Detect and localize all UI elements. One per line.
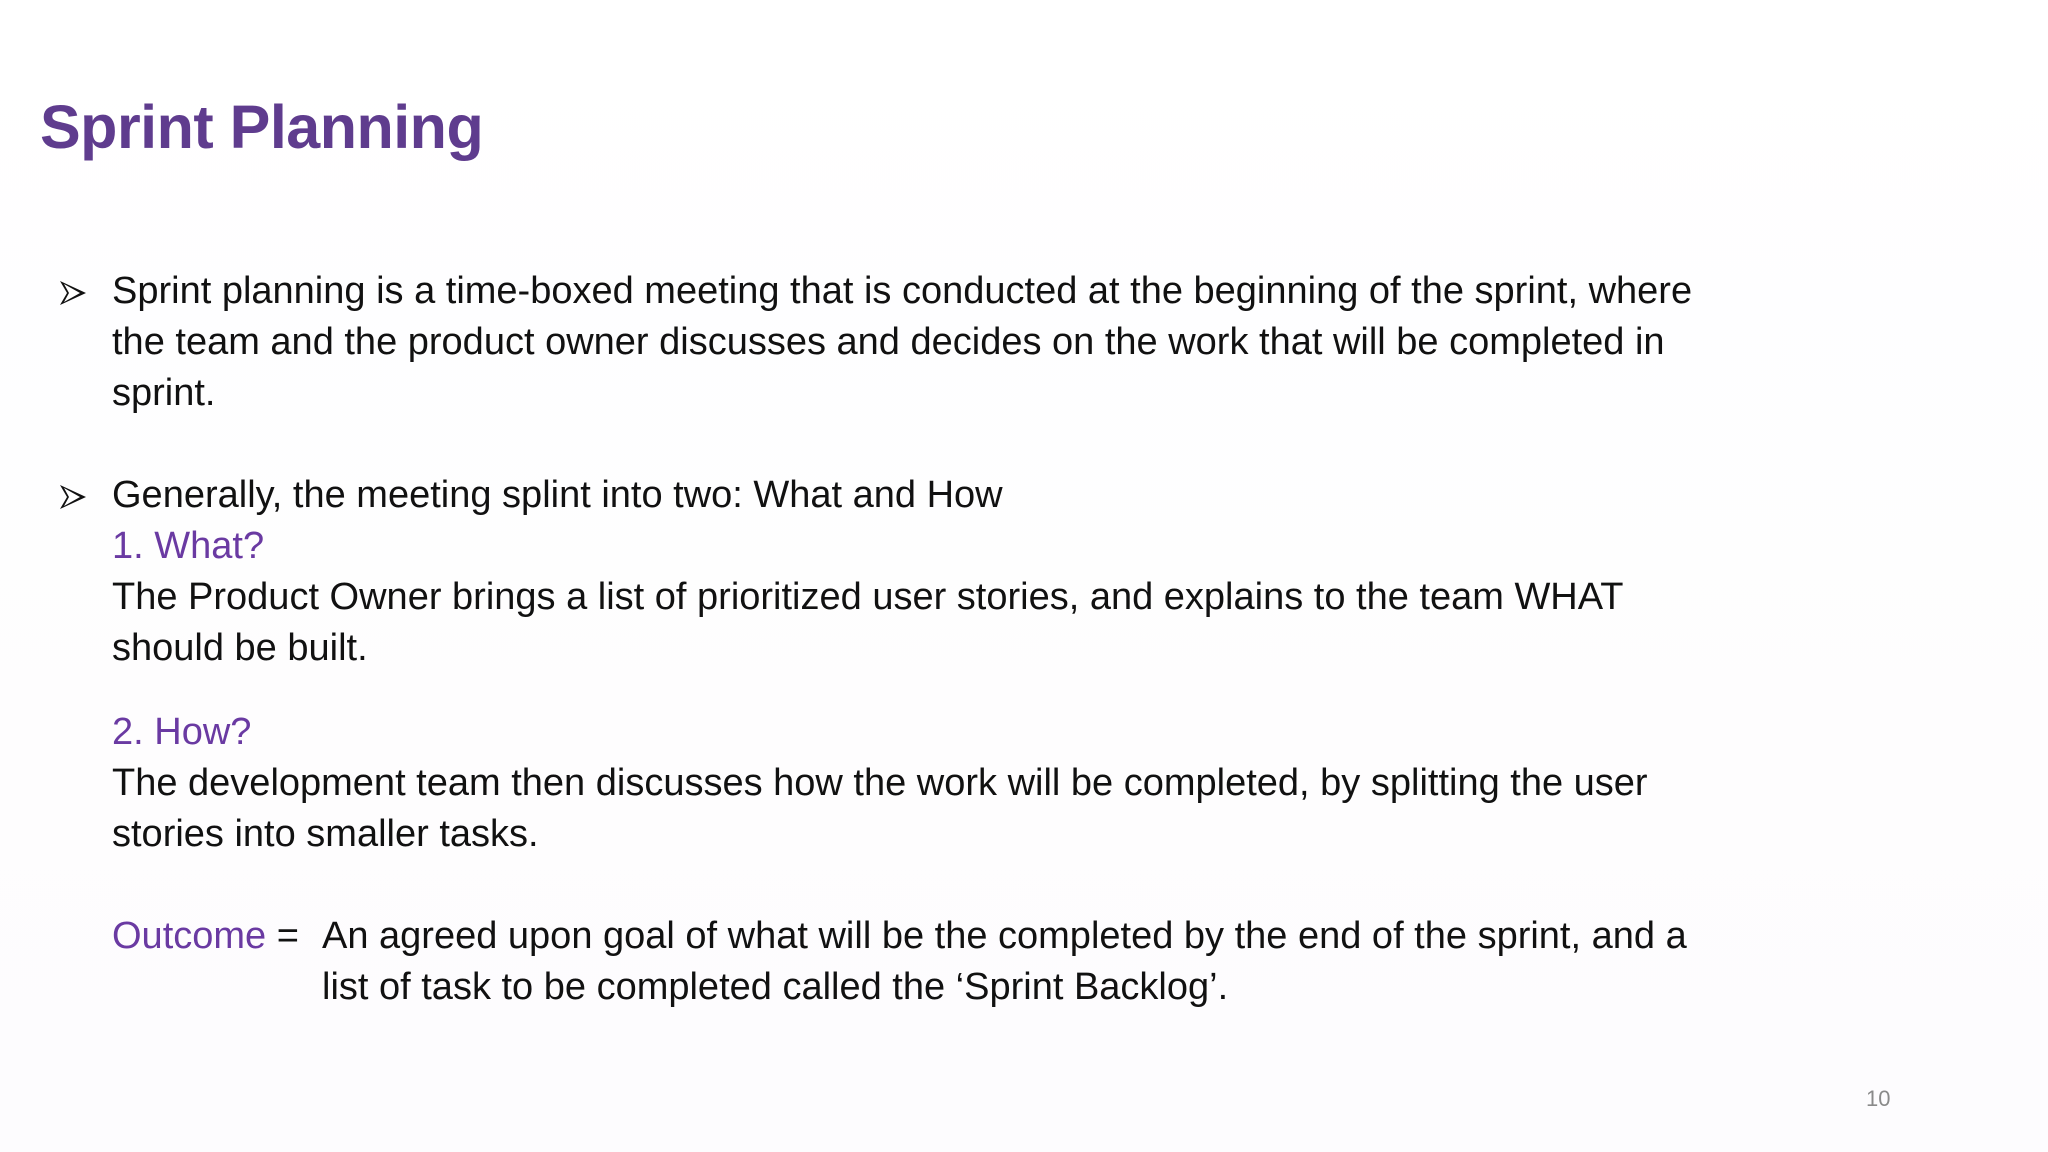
outcome-label: Outcome	[112, 915, 267, 957]
arrowhead-bullet-icon	[56, 470, 92, 521]
what-heading: 1. What?	[112, 525, 265, 567]
bullet-sprint-planning-definition	[56, 266, 1796, 419]
bullet1-line: the team and the product owner discusses and decides on the work that will be completed in	[112, 321, 1665, 363]
slide-title: Sprint Planning	[40, 93, 484, 161]
outcome-equals: =	[266, 915, 299, 957]
slide-body	[56, 266, 1796, 1013]
what-description-line: The Product Owner brings a list of prioritized user stories, and explains to the team WHAT	[112, 576, 1624, 618]
outcome-label-group	[112, 911, 299, 962]
page-number: 10	[1866, 1086, 1891, 1111]
spacer	[112, 674, 1796, 707]
outcome-line: An agreed upon goal of what will be the completed by the end of the sprint, and a	[322, 915, 1687, 957]
bullet-meeting-split	[56, 470, 1796, 860]
arrowhead-bullet-icon	[56, 266, 92, 317]
how-description-line: The development team then discusses how the work will be completed, by splitting the user	[112, 762, 1648, 804]
spacer	[56, 860, 1796, 911]
bullet2-intro: Generally, the meeting splint into two: What and How	[112, 474, 1003, 516]
bullet1-line: Sprint planning is a time-boxed meeting that is conducted at the beginning of the sprint, where	[112, 270, 1693, 312]
what-description-line: should be built.	[112, 627, 368, 669]
how-heading: 2. How?	[112, 711, 252, 753]
how-description-line: stories into smaller tasks.	[112, 813, 539, 855]
outcome-line: list of task to be completed called the ‘Sprint Backlog’.	[322, 966, 1229, 1008]
outcome-text	[322, 911, 1796, 1013]
outcome-block	[56, 911, 1796, 1013]
spacer	[56, 419, 1796, 470]
bullet1-line: sprint.	[112, 372, 216, 414]
